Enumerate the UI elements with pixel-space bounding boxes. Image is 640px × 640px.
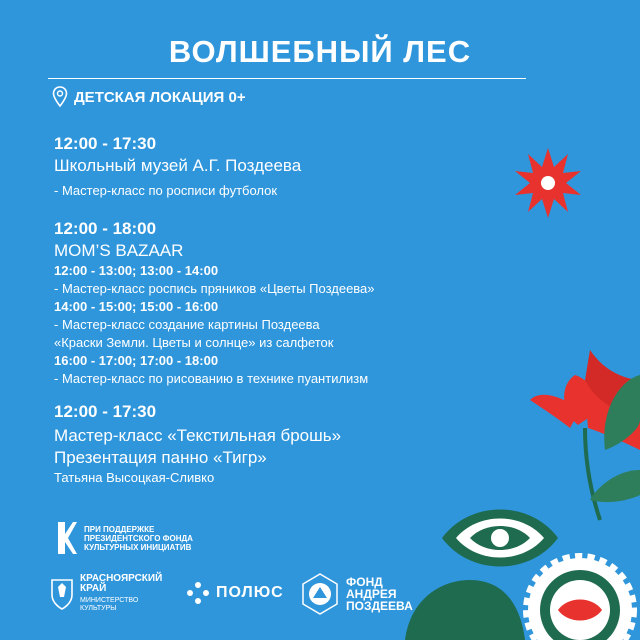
schedule-place-secondary: Презентация панно «Тигр» <box>54 448 267 467</box>
polus-text: ПОЛЮС <box>216 584 284 601</box>
schedule-line: - Мастер-класс по рисованию в технике пуантилизм <box>54 371 369 386</box>
krai-title: КРАСНОЯРСКИЙ КРАЙ <box>80 573 163 594</box>
schedule-subtime: 16:00 - 17:00; 17:00 - 18:00 <box>54 353 219 368</box>
schedule-subtime: 14:00 - 15:00; 15:00 - 16:00 <box>54 299 219 314</box>
schedule-place: MOM’S BAZAAR <box>54 241 184 260</box>
schedule-place: Школьный музей А.Г. Поздеева <box>54 156 302 175</box>
eye-motif <box>442 510 558 567</box>
pfki-logo-icon <box>56 520 78 556</box>
polus-logo-icon <box>186 581 210 605</box>
green-mound <box>405 580 525 640</box>
krai-subtitle: МИНИСТЕРСТВО КУЛЬТУРЫ <box>80 597 139 612</box>
sponsor-krai <box>50 574 162 613</box>
location-row <box>52 86 246 108</box>
schedule-line: - Мастер-класс по росписи футболок <box>54 183 278 198</box>
schedule-time: 12:00 - 18:00 <box>54 219 157 238</box>
schedule-subtime: 12:00 - 13:00; 13:00 - 14:00 <box>54 263 219 278</box>
schedule-time: 12:00 - 17:30 <box>54 402 157 421</box>
map-pin-icon <box>52 86 68 108</box>
coat-of-arms-icon <box>50 577 74 611</box>
pfki-text: ПРИ ПОДДЕРЖКЕ ПРЕЗИДЕНТСКОГО ФОНДА КУЛЬТУРНЫХ ИНИЦИАТИВ <box>84 524 193 552</box>
red-starburst-flower <box>515 148 581 218</box>
schedule-line: «Краски Земли. Цветы и солнце» из салфеток <box>54 335 334 350</box>
schedule-line: - Мастер-класс создание картины Поздеева <box>54 317 320 332</box>
schedule-block-1 <box>54 133 301 200</box>
location-label: ДЕТСКАЯ ЛОКАЦИЯ 0+ <box>74 88 246 106</box>
schedule-block-2 <box>54 218 375 388</box>
sponsor-fond <box>300 572 413 616</box>
schedule-line: - Мастер-класс роспись пряников «Цветы Поздеева» <box>54 281 375 296</box>
sponsor-pfki <box>56 520 193 556</box>
schedule-time: 12:00 - 17:30 <box>54 134 157 153</box>
title-divider <box>48 78 526 79</box>
schedule-block-3 <box>54 401 341 487</box>
page-title: ВОЛШЕБНЫЙ ЛЕС <box>168 34 472 69</box>
white-gear-sun <box>528 558 632 640</box>
schedule-place: Мастер-класс «Текстильная брошь» <box>54 426 342 445</box>
fond-text: ФОНД АНДРЕЯ ПОЗДЕЕВА <box>346 575 413 613</box>
fond-logo-icon <box>300 572 340 616</box>
sponsor-polus <box>186 581 284 605</box>
schedule-author: Татьяна Высоцкая-Сливко <box>54 470 215 485</box>
